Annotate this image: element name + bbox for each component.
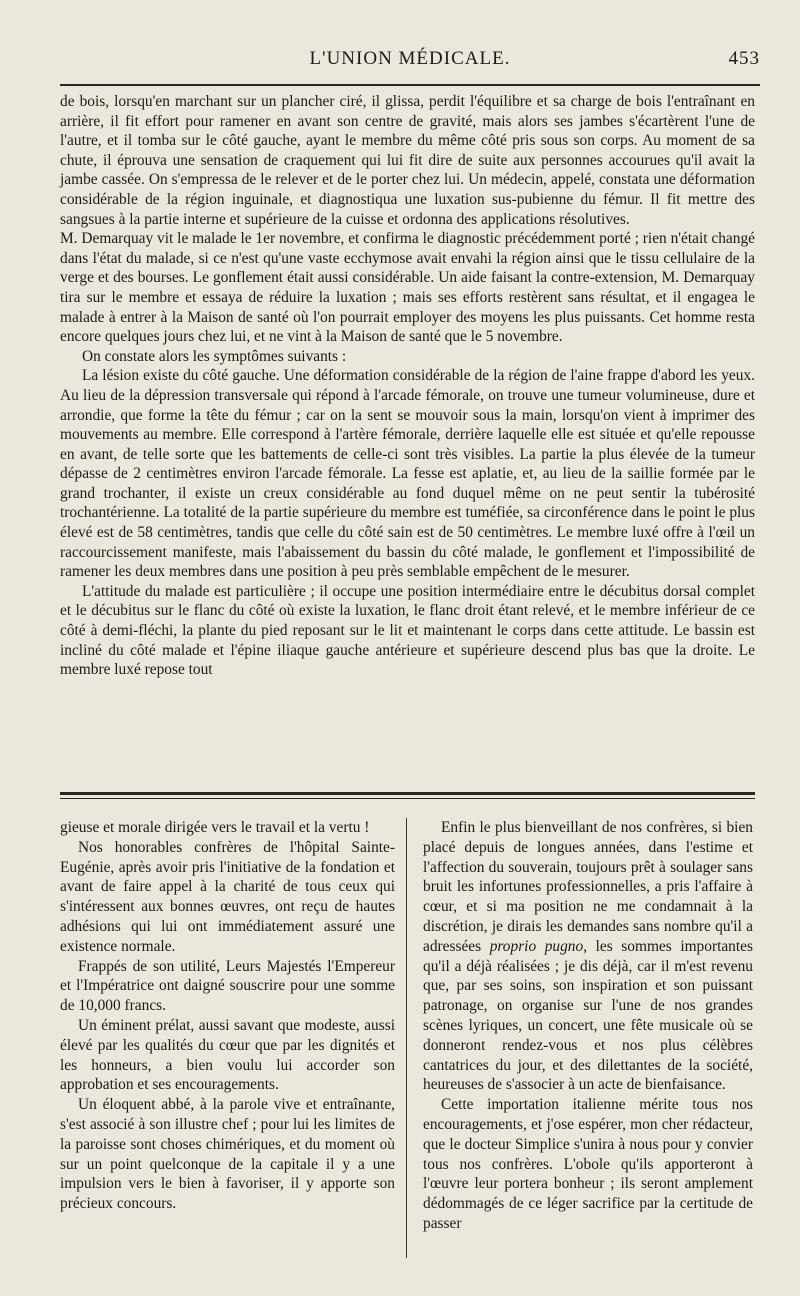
main-article: [60, 92, 755, 680]
text-run: Enfin le plus bienveillant de nos confrères, si bien placé depuis de longues années, dans l'estime et l'affection du souverain, toujours prêt à soulager sans bruit les infortunes professionnelles, a pris l'affaire à cœur, et si ma position ne me condamnait à la discrétion, je dirais les demandes sans nombre qu'il a adressées: [423, 819, 753, 955]
feuilleton-left-column: [60, 818, 395, 1214]
paragraph: [423, 818, 753, 1095]
paragraph: M. Demarquay vit le malade le 1er novembre, et confirma le diagnostic précédemment porté ; rien n'était changé dans l'état du malade, si ce n'est qu'une vaste ecchymose avait envahi la région ainsi que le tissu cellulaire de la verge et des bourses. Le gonflement était aussi considérable. Un aide faisant la contre-extension, M. Demarquay tira sur le membre et essaya de réduire la luxation ; mais ses efforts restèrent sans résultat, et il engagea le malade à entrer à la Maison de santé où l'on pourrait employer des moyens les plus puissants. Cet homme resta encore quelques jours chez lui, et ne vint à la Maison de santé que le 5 novembre.: [60, 230, 755, 346]
paragraph: Un éloquent abbé, à la parole vive et entraînante, s'est associé à son illustre chef ; pour lui les limites de la paroisse sont choses chimériques, et du moment où sur un point quelconque de la capitale il y a une impulsion vers le bien à favoriser, il y apporte son précieux concours.: [60, 1096, 395, 1213]
feuilleton-separator: [60, 792, 755, 799]
paragraph: La lésion existe du côté gauche. Une déformation considérable de la région de l'aine frappe d'abord les yeux. Au lieu de la dépression transversale qui répond à l'arcade fémorale, on trouve une tumeur volumineuse, dure et arrondie, que forme la tête du fémur ; car on la sent se mouvoir sous la main, lorsqu'on vient à imprimer des mouvements au membre. Elle correspond à l'artère fémorale, derrière laquelle elle est située et qu'elle repousse en avant, de telle sorte que les battements de celle-ci sont très visibles. La partie la plus élevée de la tumeur dépasse de 2 centimètres environ l'arcade fémorale. La fesse est aplatie, et, au lieu de la saillie formée par le grand trochanter, il existe un creux considérable au fond duquel même on ne peut sentir la tubérosité trochantérienne. La totalité de la partie supérieure du membre est tuméfiée, sa circonférence dans le point le plus élevé est de 58 centimètres, tandis que celle du côté sain est de 50 centimètres. Le membre luxé offre à l'œil un raccourcissement manifeste, mais l'abaissement du bassin du côté malade, le gonflement et l'impossibilité de ramener les deux membres dans une position à peu près semblable empêchent de le mesurer.: [60, 367, 755, 581]
separator-thin-rule: [60, 798, 755, 799]
feuilleton-right-column: [423, 818, 753, 1234]
column-divider: [406, 818, 407, 1258]
paragraph: Cette importation italienne mérite tous nos encouragements, et j'ose espérer, mon cher rédacteur, que le docteur Simplice s'unira à nous pour y convier tous nos confrères. L'obole qu'ils apporteront à l'œuvre leur portera bonheur ; ils seront amplement dédommagés de ce léger sacrifice par la certitude de passer: [423, 1096, 753, 1232]
paragraph: Frappés de son utilité, Leurs Majestés l'Empereur et l'Impératrice ont daigné souscrire pour une somme de 10,000 francs.: [60, 957, 395, 1015]
italic-phrase: proprio pugno: [489, 937, 584, 955]
journal-title: L'UNION MÉDICALE.: [309, 48, 511, 69]
paragraph: Nos honorables confrères de l'hôpital Sainte-Eugénie, après avoir pris l'initiative de la fondation et avant de faire appel à la charité de tous ceux qui s'intéressent aux bonnes œuvres, ont reçu de hautes adhésions qui lui ont immédiatement assuré une existence normale.: [60, 838, 395, 955]
paragraph: gieuse et morale dirigée vers le travail et la vertu !: [60, 819, 370, 836]
header-rule: [60, 84, 760, 86]
running-header: [60, 48, 760, 76]
paragraph: On constate alors les symptômes suivants :: [82, 347, 347, 365]
text-run: , les sommes importantes qu'il a déjà réalisées ; je dis déjà, car il m'est revenu que, par ses soins, son inspiration et son puissant patronage, on organise sur l'une de nos grandes scènes lyriques, un concert, une fête musicale où se donneront rendez-vous et nos plus célèbres cantatrices du jour, et des dilettantes de la société, heureuses de s'associer à un acte de bienfaisance.: [423, 937, 753, 1094]
paragraph: Un éminent prélat, aussi savant que modeste, aussi élevé par les qualités du cœur que par les dignités et les honneurs, a bien voulu lui accorder son approbation et ses encouragements.: [60, 1016, 395, 1094]
separator-thick-rule: [60, 792, 755, 795]
page-number: 453: [728, 48, 760, 69]
paragraph: L'attitude du malade est particulière ; il occupe une position intermédiaire entre le décubitus dorsal complet et le décubitus sur le flanc du côté où existe la luxation, le flanc droit étant relevé, et le membre inférieur de ce côté à demi-fléchi, la plante du pied reposant sur le lit et maintenant le corps dans cette attitude. Le bassin est incliné du côté malade et l'épine iliaque gauche antérieure et supérieure descend plus bas que la droite. Le membre luxé repose tout: [60, 582, 755, 679]
paragraph: de bois, lorsqu'en marchant sur un plancher ciré, il glissa, perdit l'équilibre et sa charge de bois l'entraînant en arrière, il fit effort pour ramener en avant son centre de gravité, mais alors ses jambes s'écartèrent l'une de l'autre, et il tomba sur le côté gauche, ayant le membre du même côté pris sous son corps. Au moment de sa chute, il éprouva une sensation de craquement qui lui fit dire de suite aux personnes accourues qu'il avait la jambe cassée. On s'empressa de le relever et de le porter chez lui. Un médecin, appelé, constata une déformation considérable de la région inguinale, et diagnostiqua une luxation sus-pubienne du fémur. Il fit mettre des sangsues à la partie interne et supérieure de la cuisse et ordonna des applications résolutives.: [60, 93, 755, 228]
